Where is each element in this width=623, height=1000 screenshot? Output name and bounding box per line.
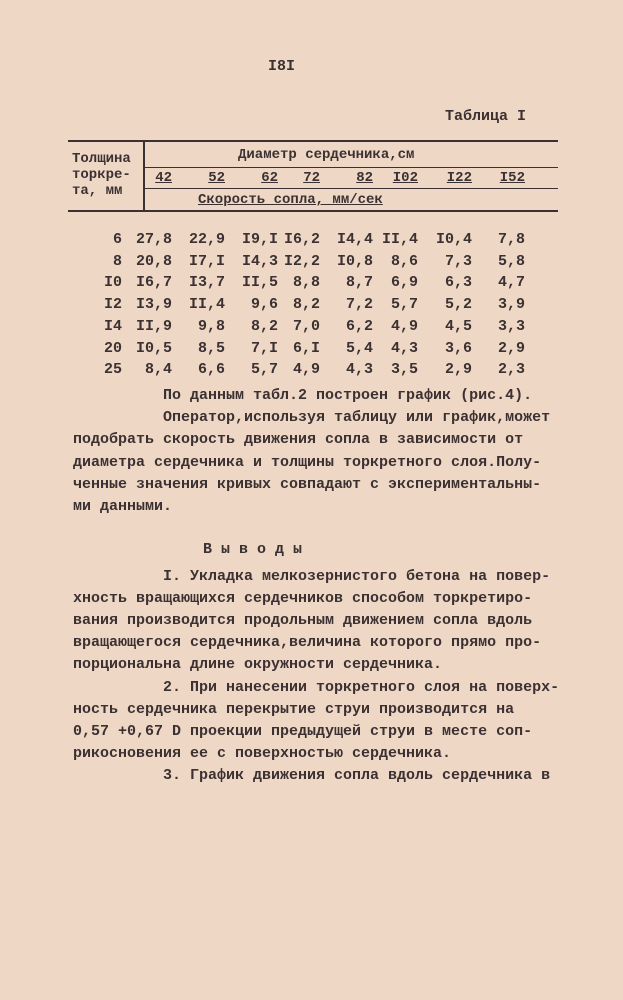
column-header: I22	[446, 170, 472, 186]
column-header: 42	[155, 170, 172, 186]
column-header: 52	[208, 170, 225, 186]
table-cell: I6,7	[135, 274, 172, 292]
table-cell: 4,9	[292, 361, 320, 379]
conclusion-line: 0,57 +0,67 D проекции предыдущей струи в месте соп-	[73, 722, 533, 740]
table-cell: 27,8	[135, 231, 172, 248]
row-label: 6	[112, 231, 122, 248]
paragraph-line: подобрать скорость движения сопла в зависимости от	[73, 431, 524, 449]
table-cell: II,9	[135, 317, 172, 335]
table-cell: 3,5	[390, 361, 418, 379]
row-header-line: та, мм	[72, 183, 123, 199]
table-cell: 2,9	[497, 339, 525, 357]
table-cell: I2,2	[283, 252, 320, 270]
conclusions-heading: В ы в о д ы	[203, 541, 303, 558]
table-cell: 7,3	[444, 252, 472, 270]
table-cell: 9,8	[197, 317, 225, 335]
table-cell: 22,9	[188, 231, 225, 248]
group-header: Диаметр сердечника,см	[238, 147, 415, 163]
paragraph-line: диаметра сердечника и толщины торкретного слоя.Полу-	[73, 453, 542, 471]
table-cell: I0,8	[336, 252, 373, 270]
table-cell: 7,0	[292, 317, 320, 335]
table-cell: 5,7	[390, 296, 418, 314]
row-label: I4	[103, 317, 122, 335]
row-label: I0	[103, 274, 122, 292]
table-cell: II,4	[188, 296, 225, 314]
row-header-line: торкре-	[72, 167, 131, 183]
table-cell: 4,3	[345, 361, 373, 379]
table-cell: II,5	[241, 274, 278, 292]
table-cell: 8,7	[345, 274, 373, 292]
table-cell: 6,I	[292, 339, 320, 357]
column-header: 82	[356, 170, 373, 186]
table-cell: 7,I	[250, 339, 278, 357]
subheader: Скорость сопла, мм/сек	[198, 192, 383, 208]
table-cell: 8,4	[144, 361, 172, 379]
table-cell: 2,9	[444, 361, 472, 379]
conclusion-line: ность сердечника перекрытие струи производится на	[73, 700, 515, 718]
conclusion-line: I. Укладка мелкозернистого бетона на повер-	[73, 568, 551, 585]
table-cell: 5,7	[250, 361, 278, 379]
table-cell: I7,I	[188, 252, 225, 270]
paragraph-line: По данным табл.2 построен график (рис.4).	[73, 387, 533, 404]
table-cell: I0,4	[435, 231, 472, 248]
table-cell: 5,2	[444, 296, 472, 314]
table-cell: I3,7	[188, 274, 225, 292]
table-caption: Таблица I	[445, 108, 527, 125]
paragraph-line: Оператор,используя таблицу или график,может	[73, 409, 551, 427]
table-cell: 2,3	[497, 361, 525, 379]
table-cell: 8,2	[250, 317, 278, 335]
table-cell: 8,6	[390, 252, 418, 270]
table-columns-rule	[145, 188, 558, 189]
conclusion-line: хность вращающихся сердечников способом торкретиро-	[73, 590, 533, 608]
column-header: 62	[261, 170, 278, 186]
table-cell: 3,3	[497, 317, 525, 335]
table-cell: 6,6	[197, 361, 225, 379]
table-cell: 3,9	[497, 296, 525, 314]
table-cell: 7,2	[345, 296, 373, 314]
table-cell: 8,8	[292, 274, 320, 292]
table-cell: I6,2	[283, 231, 320, 248]
table-cell: 6,9	[390, 274, 418, 292]
page-number: I8I	[268, 58, 296, 75]
table-top-rule	[68, 140, 558, 142]
table-cell: 6,2	[345, 317, 373, 335]
table-cell: 6,3	[444, 274, 472, 292]
row-label: 25	[103, 361, 122, 379]
table-cell: 5,4	[345, 339, 373, 357]
conclusion-line: порциональна длине окружности сердечника.	[73, 656, 443, 674]
table-cell: 7,8	[497, 231, 525, 248]
table-cell: 4,5	[444, 317, 472, 335]
table-cell: I4,4	[336, 231, 373, 248]
column-header: 72	[303, 170, 320, 186]
table-cell: 8,2	[292, 296, 320, 314]
table-bottom-rule	[68, 210, 558, 212]
row-label: I2	[103, 296, 122, 314]
conclusion-line: вания производится продольным движением сопла вдоль	[73, 612, 533, 630]
row-header-line: Толщина	[72, 151, 131, 167]
conclusion-line: 2. При нанесении торкретного слоя на поверх-	[73, 678, 560, 696]
table-cell: I9,I	[241, 231, 278, 248]
conclusion-line: рикосновения ее с поверхностью сердечника.	[73, 744, 452, 762]
table-cell: 4,3	[390, 339, 418, 357]
table-cell: I0,5	[135, 339, 172, 357]
conclusion-line: вращающегося сердечника,величина которого прямо про-	[73, 634, 542, 652]
column-header: I02	[392, 170, 418, 186]
table-cell: II,4	[381, 231, 418, 248]
paragraph-line: ченные значения кривых совпадают с экспериментальны-	[73, 475, 542, 493]
table-cell: I3,9	[135, 296, 172, 314]
table-cell: 8,5	[197, 339, 225, 357]
row-label: 20	[103, 339, 122, 357]
table-cell: I4,3	[241, 252, 278, 270]
table-cell: 3,6	[444, 339, 472, 357]
table-cell: 5,8	[497, 252, 525, 270]
table-cell: 4,7	[497, 274, 525, 292]
column-header: I52	[499, 170, 525, 186]
table-header-rule	[145, 167, 558, 168]
row-label: 8	[112, 252, 122, 270]
table-cell: 9,6	[250, 296, 278, 314]
table-cell: 20,8	[135, 252, 172, 270]
conclusion-line: 3. График движения сопла вдоль сердечника в	[73, 766, 551, 784]
table-cell: 4,9	[390, 317, 418, 335]
paragraph-line: ми данными.	[73, 498, 173, 515]
